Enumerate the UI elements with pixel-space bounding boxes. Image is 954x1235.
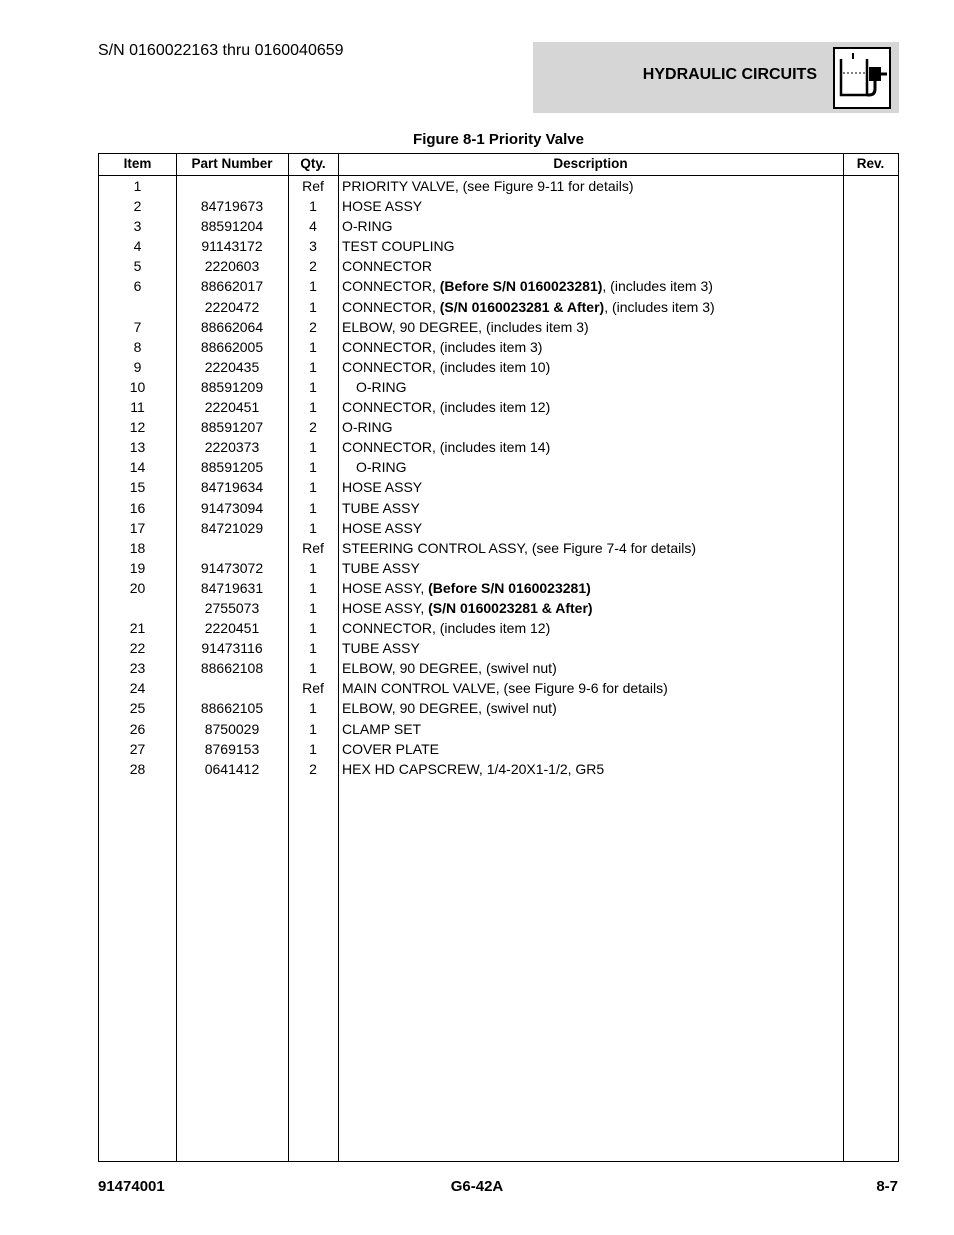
table-row (99, 216, 898, 236)
qty-cell: 4 (309, 218, 317, 235)
part-number-cell: 2220603 (204, 258, 260, 275)
description-cell (342, 417, 393, 437)
description-text: CONNECTOR (342, 258, 432, 275)
table-row (99, 678, 898, 698)
qty-cell: 1 (309, 378, 317, 395)
description-text: ELBOW, 90 DEGREE, (swivel nut) (342, 660, 557, 677)
hydraulic-reservoir-icon (833, 47, 891, 109)
qty-cell: Ref (302, 178, 324, 194)
table-row (99, 437, 898, 457)
part-number-cell: 88662005 (200, 338, 264, 355)
item-cell: 11 (130, 399, 145, 416)
parts-rows (99, 176, 898, 779)
description-text: TEST COUPLING (342, 238, 455, 255)
table-row (99, 196, 898, 216)
part-number-cell: 2755073 (204, 599, 260, 616)
description-cell (342, 719, 421, 739)
part-number-cell: 91473094 (200, 499, 264, 516)
table-row (99, 578, 898, 598)
description-text: TUBE ASSY (342, 499, 420, 516)
serial-qualifier: (Before S/N 0160023281) (428, 579, 591, 596)
item-cell: 6 (133, 278, 142, 295)
qty-cell: 2 (309, 760, 317, 777)
description-text: O-RING (356, 459, 407, 476)
item-cell: 13 (129, 439, 146, 456)
table-row (99, 417, 898, 437)
table-row (99, 276, 898, 296)
description-cell (342, 176, 634, 196)
description-cell (342, 357, 550, 377)
item-cell: 25 (129, 700, 146, 717)
table-row (99, 518, 898, 538)
table-row (99, 598, 898, 618)
description-text: O-RING (342, 218, 393, 235)
footer-doc-number: 91474001 (98, 1178, 165, 1195)
item-cell: 15 (129, 479, 146, 496)
table-row (99, 618, 898, 638)
serial-qualifier: (S/N 0160023281 & After) (439, 298, 605, 315)
description-text: TUBE ASSY (342, 640, 420, 657)
table-row (99, 638, 898, 658)
description-text: O-RING (356, 378, 407, 395)
qty-cell: 1 (309, 459, 317, 476)
qty-cell: 1 (309, 519, 317, 536)
part-number-cell: 88662105 (200, 700, 264, 717)
table-row (99, 538, 898, 558)
qty-cell: 1 (309, 559, 317, 576)
part-number-cell: 88591207 (200, 419, 264, 436)
description-cell (342, 276, 713, 296)
description-text: CONNECTOR, (includes item 14) (342, 439, 551, 456)
description-text: HEX HD CAPSCREW, 1/4-20X1-1/2, GR5 (342, 760, 605, 777)
figure-title: Figure 8-1 Priority Valve (413, 131, 584, 148)
table-row (99, 357, 898, 377)
description-text: HOSE ASSY, (342, 579, 429, 596)
part-number-cell: 91143172 (201, 238, 263, 255)
item-cell: 1 (133, 178, 142, 194)
item-cell: 14 (129, 459, 146, 476)
section-title: HYDRAULIC CIRCUITS (642, 66, 817, 83)
description-suffix: , (includes item 3) (604, 298, 715, 315)
table-row (99, 397, 898, 417)
description-cell (342, 437, 550, 457)
description-cell (342, 759, 604, 779)
description-cell (342, 498, 420, 518)
item-cell: 24 (129, 680, 146, 697)
qty-cell: 2 (309, 258, 317, 275)
qty-cell: 3 (309, 238, 317, 255)
description-suffix: , (includes item 3) (602, 278, 713, 295)
part-number-cell: 88662064 (200, 318, 264, 335)
table-row (99, 317, 898, 337)
footer-page-number: 8-7 (876, 1178, 898, 1195)
description-cell (342, 538, 696, 558)
description-cell (342, 618, 550, 638)
table-row (99, 176, 898, 196)
description-cell (342, 337, 542, 357)
part-number-cell: 84719634 (200, 479, 264, 496)
description-cell (342, 658, 557, 678)
item-cell: 19 (129, 559, 146, 576)
item-cell: 7 (133, 318, 142, 335)
description-cell (342, 317, 589, 337)
description-text: TUBE ASSY (342, 559, 420, 576)
part-number-cell: 91473116 (201, 640, 263, 657)
description-text: HOSE ASSY (342, 479, 423, 496)
part-number-cell: 84721029 (200, 519, 264, 536)
description-cell (342, 578, 591, 598)
table-row (99, 739, 898, 759)
qty-cell: 1 (309, 499, 317, 516)
table-row (99, 477, 898, 497)
table-row (99, 719, 898, 739)
part-number-cell: 8750029 (204, 720, 260, 737)
table-row (99, 256, 898, 276)
table-row (99, 658, 898, 678)
description-text: HOSE ASSY, (342, 599, 429, 616)
qty-cell: 1 (309, 740, 317, 757)
qty-cell: Ref (302, 680, 324, 697)
part-number-cell: 88591204 (200, 218, 264, 235)
description-text: HOSE ASSY (342, 519, 423, 536)
part-number-cell: 2220451 (204, 620, 260, 637)
description-cell (342, 236, 455, 256)
part-number-cell: 2220373 (204, 439, 260, 456)
table-row (99, 558, 898, 578)
description-cell (342, 598, 593, 618)
table-row (99, 698, 898, 718)
qty-cell: 1 (309, 298, 317, 315)
item-cell: 3 (133, 218, 142, 235)
qty-cell: 1 (309, 338, 317, 355)
table-row (99, 457, 898, 477)
part-number-cell: 88591205 (200, 459, 264, 476)
table-row (99, 297, 898, 317)
footer-model: G6-42A (450, 1178, 504, 1195)
col-header-part-number: Part Number (191, 156, 273, 171)
part-number-cell: 88662017 (200, 278, 264, 295)
item-cell: 18 (129, 539, 146, 556)
description-text: O-RING (342, 419, 393, 436)
item-cell: 4 (133, 238, 142, 255)
table-row (99, 236, 898, 256)
description-cell (342, 558, 420, 578)
part-number-cell: 0641412 (204, 760, 260, 777)
description-text: CONNECTOR, (includes item 3) (342, 338, 543, 355)
description-cell (342, 256, 432, 276)
section-header (533, 42, 899, 113)
description-cell (342, 216, 393, 236)
part-number-cell: 84719673 (200, 198, 264, 215)
item-cell: 17 (129, 519, 146, 536)
description-text: CONNECTOR, (includes item 12) (342, 620, 551, 637)
description-text: HOSE ASSY (342, 198, 423, 215)
parts-table (98, 153, 899, 1162)
qty-cell: 1 (309, 358, 317, 375)
item-cell: 23 (129, 660, 146, 677)
description-cell (342, 678, 668, 698)
qty-cell: 1 (309, 620, 317, 637)
item-cell: 5 (133, 258, 142, 275)
col-header-rev: Rev. (856, 156, 885, 171)
qty-cell: 1 (309, 599, 317, 616)
col-header-item: Item (123, 156, 152, 171)
col-header-qty: Qty. (300, 156, 326, 171)
qty-cell: 1 (309, 579, 317, 596)
item-cell: 2 (133, 198, 142, 215)
description-text: CLAMP SET (342, 720, 422, 737)
item-cell: 20 (129, 579, 146, 596)
description-cell (342, 477, 422, 497)
description-text: COVER PLATE (342, 740, 439, 757)
qty-cell: 1 (309, 278, 317, 295)
item-cell: 9 (133, 358, 142, 375)
serial-qualifier: (Before S/N 0160023281) (439, 278, 603, 295)
qty-cell: 1 (309, 720, 317, 737)
part-number-cell: 2220472 (204, 298, 260, 315)
description-text: ELBOW, 90 DEGREE, (swivel nut) (342, 700, 557, 717)
qty-cell: 1 (309, 660, 317, 677)
description-cell (356, 457, 407, 477)
part-number-cell: 91473072 (200, 559, 264, 576)
description-text: STEERING CONTROL ASSY, (see Figure 7-4 for details) (342, 539, 697, 556)
qty-cell: 1 (309, 479, 317, 496)
item-cell: 26 (129, 720, 146, 737)
description-text: CONNECTOR, (342, 278, 440, 295)
description-cell (342, 518, 422, 538)
serial-range: S/N 0160022163 thru 0160040659 (98, 42, 344, 59)
part-number-cell: 84719631 (200, 579, 264, 596)
qty-cell: 1 (309, 439, 317, 456)
part-number-cell: 2220451 (204, 399, 260, 416)
qty-cell: Ref (302, 539, 324, 556)
part-number-cell: 88662108 (200, 660, 264, 677)
description-text: CONNECTOR, (includes item 12) (342, 399, 551, 416)
description-text: MAIN CONTROL VALVE, (see Figure 9-6 for details) (342, 680, 668, 697)
item-cell: 21 (129, 620, 146, 637)
description-cell (342, 297, 715, 317)
col-header-description: Description (553, 156, 628, 171)
table-row (99, 337, 898, 357)
table-row (99, 377, 898, 397)
item-cell: 12 (129, 419, 146, 436)
table-row (99, 759, 898, 779)
qty-cell: 1 (309, 198, 317, 215)
description-text: CONNECTOR, (includes item 10) (342, 358, 551, 375)
description-text: ELBOW, 90 DEGREE, (includes item 3) (342, 318, 589, 335)
description-cell (342, 638, 420, 658)
item-cell: 10 (129, 378, 146, 395)
part-number-cell: 2220435 (204, 358, 260, 375)
qty-cell: 1 (309, 700, 317, 717)
part-number-cell: 88591209 (200, 378, 264, 395)
description-cell (342, 698, 557, 718)
item-cell: 28 (129, 760, 146, 777)
table-row (99, 498, 898, 518)
qty-cell: 1 (309, 640, 317, 657)
item-cell: 8 (133, 338, 142, 355)
qty-cell: 2 (309, 318, 317, 335)
part-number-cell: 8769153 (204, 740, 260, 757)
item-cell: 16 (129, 499, 146, 516)
serial-qualifier: (S/N 0160023281 & After) (428, 599, 593, 616)
qty-cell: 2 (309, 419, 317, 436)
item-cell: 22 (129, 640, 146, 657)
description-text: PRIORITY VALVE, (see Figure 9-11 for details) (342, 178, 634, 194)
description-text: CONNECTOR, (342, 298, 440, 315)
qty-cell: 1 (309, 399, 317, 416)
description-cell (342, 739, 439, 759)
description-cell (342, 196, 422, 216)
description-cell (342, 397, 550, 417)
item-cell: 27 (129, 740, 146, 757)
description-cell (356, 377, 407, 397)
